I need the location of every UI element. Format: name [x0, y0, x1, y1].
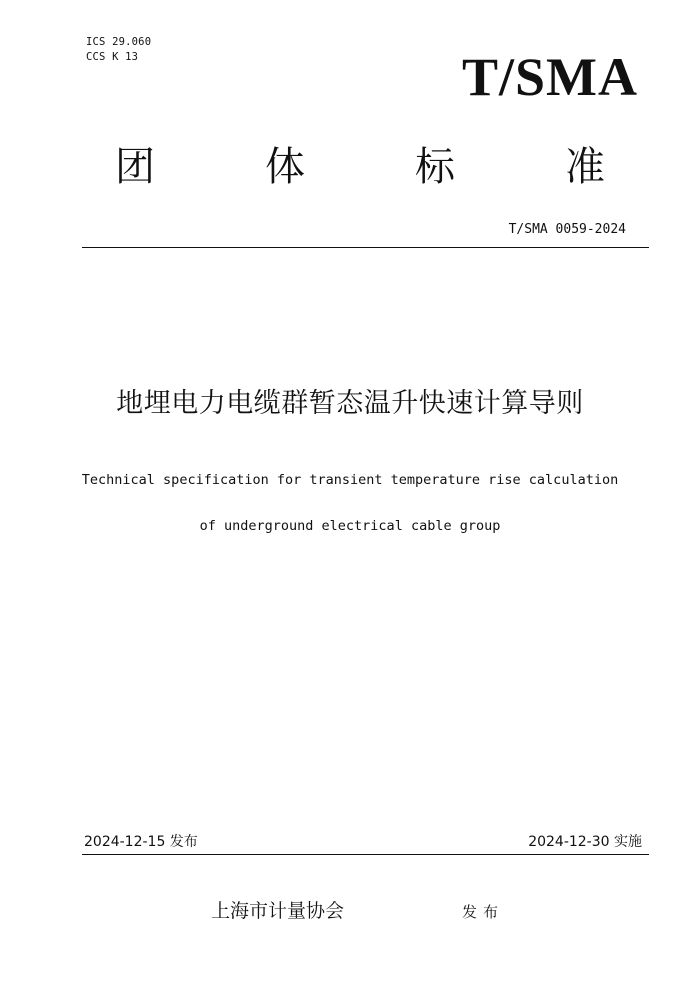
- top-divider: [82, 247, 649, 248]
- standard-code: T/SMA 0059-2024: [508, 222, 626, 237]
- classification-codes: [86, 35, 151, 65]
- implementation-date: 2024-12-30 实施: [528, 834, 642, 850]
- standard-type-char-2: 体: [265, 144, 305, 190]
- english-title-line-2: of underground electrical cable group: [199, 518, 501, 534]
- document-title-english: [60, 446, 640, 561]
- brand-logo-text: T/SMA: [461, 47, 638, 107]
- ccs-code: CCS K 13: [86, 51, 139, 63]
- document-title-chinese: 地埋电力电缆群暂态温升快速计算导则: [116, 388, 584, 419]
- ics-code: ICS 29.060: [86, 36, 152, 48]
- bottom-divider: [82, 854, 649, 855]
- standard-type-char-3: 标: [415, 144, 455, 190]
- issue-label: 发布: [462, 903, 505, 921]
- standard-type-char-4: 准: [565, 144, 605, 190]
- standard-type-char-1: 团: [115, 144, 155, 190]
- standard-type-heading: [110, 142, 610, 192]
- english-title-line-1: Technical specification for transient temperature rise calculation: [81, 472, 619, 488]
- publish-date: 2024-12-15 发布: [84, 834, 198, 850]
- issuing-organization: 上海市计量协会: [211, 900, 345, 922]
